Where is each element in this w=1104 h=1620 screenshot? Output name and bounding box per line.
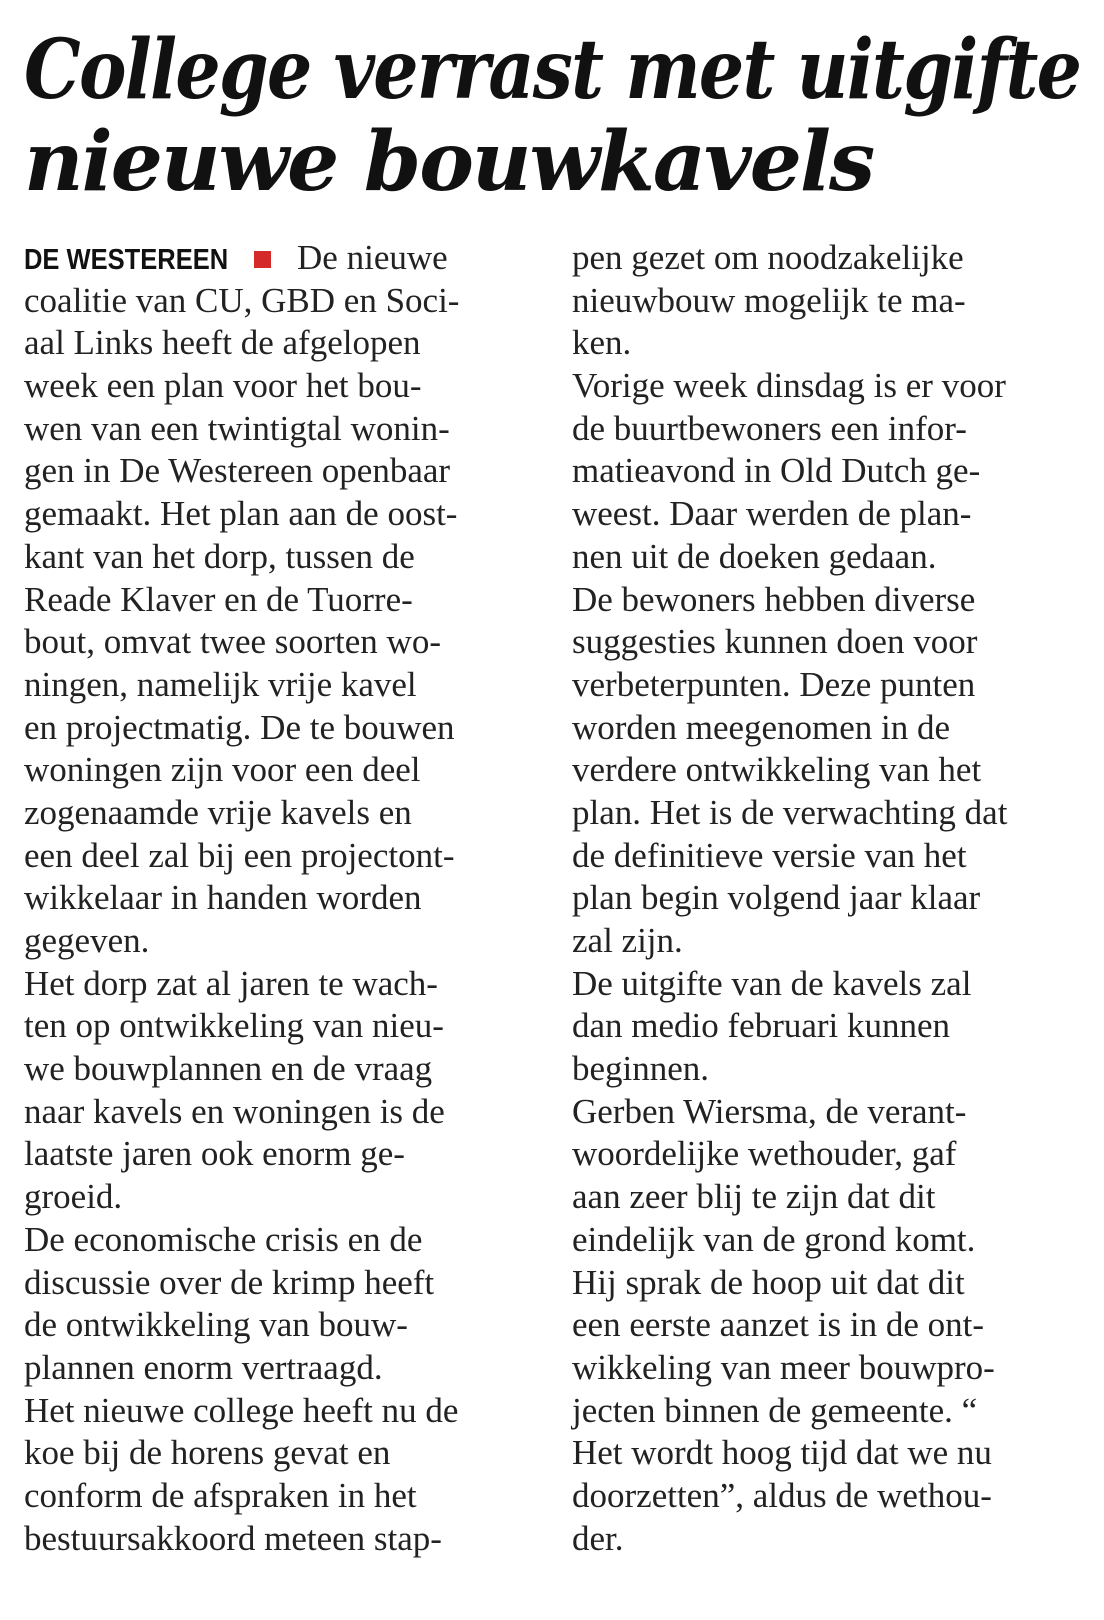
body-line: week een plan voor het bou-: [24, 366, 422, 406]
body-line: de ontwikkeling van bouw-: [24, 1305, 408, 1345]
body-line: gen in De Westereen openbaar: [24, 451, 451, 491]
body-line: ken.: [572, 323, 632, 363]
body-line: laatste jaren ook enorm ge-: [24, 1134, 405, 1174]
body-line: en projectmatig. De te bouwen: [24, 707, 455, 747]
body-line: jecten binnen de gemeente. “: [572, 1390, 978, 1430]
body-line-text: De nieuwe: [297, 238, 448, 277]
body-line-first: [24, 237, 539, 280]
body-line: Hij sprak de hoop uit dat dit: [572, 1262, 965, 1302]
headline-line: College verrast met uitgifte: [24, 22, 1081, 118]
body-line: Het wordt hoog tijd dat we nu: [572, 1433, 992, 1473]
body-line: woningen zijn voor een deel: [24, 750, 421, 790]
body-line: matieavond in Old Dutch ge-: [572, 451, 981, 491]
body-line: suggesties kunnen doen voor: [572, 622, 978, 662]
body-line: pen gezet om noodzakelijke: [572, 238, 964, 277]
body-line: de definitieve versie van het: [572, 835, 967, 875]
body-line: de buurtbewoners een infor-: [572, 408, 967, 448]
body-line: zal zijn.: [572, 921, 683, 960]
body-line: een deel zal bij een projectont-: [24, 835, 455, 875]
body-line: wikkeling van meer bouwpro-: [572, 1347, 995, 1387]
body-line: aan zeer blij te zijn dat dit: [572, 1177, 936, 1217]
body-line: wikkelaar in handen worden: [24, 878, 422, 918]
body-line: Het dorp zat al jaren te wach-: [24, 963, 438, 1003]
body-line: gemaakt. Het plan aan de oost-: [24, 494, 458, 534]
body-line: discussie over de krimp heeft: [24, 1262, 435, 1302]
dateline: DE WESTEREEN: [24, 244, 229, 276]
body-line: aal Links heeft de afgelopen: [24, 323, 421, 363]
body-line: conform de afspraken in het: [24, 1475, 417, 1515]
article-column-left: [24, 237, 539, 1560]
article-column-right: [572, 237, 1092, 1560]
body-line: verdere ontwikkeling van het: [572, 750, 982, 790]
headline-line: nieuwe bouwkavels: [24, 114, 874, 210]
body-line: woordelijke wethouder, gaf: [572, 1134, 957, 1174]
body-line: weest. Daar werden de plan-: [572, 494, 972, 534]
body-line: Het nieuwe college heeft nu de: [24, 1390, 459, 1430]
body-line: doorzetten”, aldus de wethou-: [572, 1475, 992, 1515]
dateline-marker-icon: [254, 251, 271, 268]
body-line: gegeven.: [24, 921, 150, 960]
body-line: Vorige week dinsdag is er voor: [572, 366, 1006, 406]
body-line: Reade Klaver en de Tuorre-: [24, 579, 413, 619]
body-line: dan medio februari kunnen: [572, 1006, 951, 1046]
body-line: der.: [572, 1518, 624, 1558]
article-headline: [24, 24, 1084, 208]
body-line: groeid.: [24, 1177, 123, 1217]
body-line: plannen enorm vertraagd.: [24, 1347, 383, 1387]
body-line: zogenaamde vrije kavels en: [24, 792, 412, 832]
body-line: kant van het dorp, tussen de: [24, 536, 415, 576]
body-line: nieuwbouw mogelijk te ma-: [572, 280, 966, 320]
left-body-lines: [24, 280, 539, 1561]
body-line: worden meegenomen in de: [572, 707, 951, 747]
body-line: De economische crisis en de: [24, 1219, 423, 1259]
body-line: plan. Het is de verwachting dat: [572, 792, 1008, 832]
body-line: eindelijk van de grond komt.: [572, 1219, 976, 1259]
body-line: verbeterpunten. Deze punten: [572, 664, 976, 704]
body-line: koe bij de horens gevat en: [24, 1433, 391, 1473]
body-line: plan begin volgend jaar klaar: [572, 878, 981, 918]
body-line: naar kavels en woningen is de: [24, 1091, 445, 1131]
body-line: we bouwplannen en de vraag: [24, 1049, 433, 1089]
body-line: Gerben Wiersma, de verant-: [572, 1091, 967, 1131]
body-line: ningen, namelijk vrije kavel: [24, 664, 417, 704]
body-line: wen van een twintigtal wonin-: [24, 408, 450, 448]
body-line: bestuursakkoord meteen stap-: [24, 1518, 442, 1558]
body-line: De uitgifte van de kavels zal: [572, 963, 972, 1003]
body-line: nen uit de doeken gedaan.: [572, 536, 937, 576]
body-line: beginnen.: [572, 1049, 710, 1089]
body-line: De bewoners hebben diverse: [572, 579, 976, 619]
body-line: coalitie van CU, GBD en Soci-: [24, 280, 460, 320]
body-line: een eerste aanzet is in de ont-: [572, 1305, 985, 1345]
body-line: bout, omvat twee soorten wo-: [24, 622, 441, 662]
right-body-lines: [572, 237, 1092, 1560]
body-line: ten op ontwikkeling van nieu-: [24, 1006, 444, 1046]
